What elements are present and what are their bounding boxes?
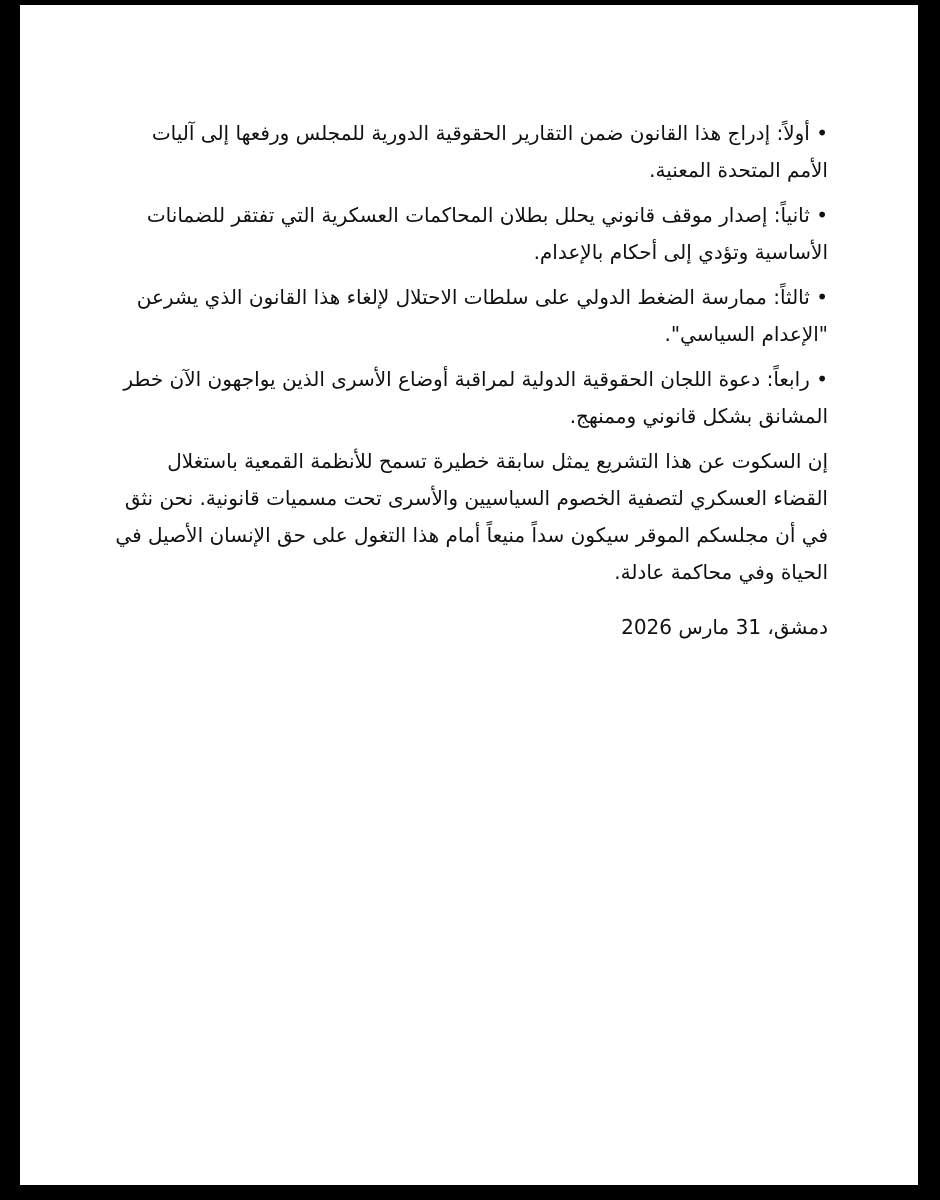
list-item-third: • ثالثاً: ممارسة الضغط الدولي على سلطات الاحتلال لإلغاء هذا القانون الذي يشرعن "الإعدام السياسي". [136, 285, 828, 346]
list-item-first: • أولاً: إدراج هذا القانون ضمن التقارير الحقوقية الدورية للمجلس ورفعها إلى آليات الأمم المتحدة المعنية. [151, 121, 828, 182]
list-item-second: • ثانياً: إصدار موقف قانوني يحلل بطلان المحاكمات العسكرية التي تفتقر للضمانات الأساسية وتؤدي إلى أحكام بالإعدام. [146, 203, 828, 264]
closing-paragraph: إن السكوت عن هذا التشريع يمثل سابقة خطيرة تسمح للأنظمة القمعية باستغلال القضاء العسكري لتصفية الخصوم السياسيين والأسرى تحت مسميات قانونية. نحن نثق في أن مجلسكم الموقر سيكون سداً منيعاً أمام هذا التغول على حق الإنسان الأصيل في الحياة وفي محاكمة عادلة. [115, 449, 828, 584]
document-body [112, 115, 828, 646]
place-and-date: دمشق، 31 مارس 2026 [621, 615, 828, 639]
document-page [20, 5, 918, 1185]
list-item-fourth: • رابعاً: دعوة اللجان الحقوقية الدولية لمراقبة أوضاع الأسرى الذين يواجهون الآن خطر المشانق بشكل قانوني وممنهج. [123, 367, 828, 428]
